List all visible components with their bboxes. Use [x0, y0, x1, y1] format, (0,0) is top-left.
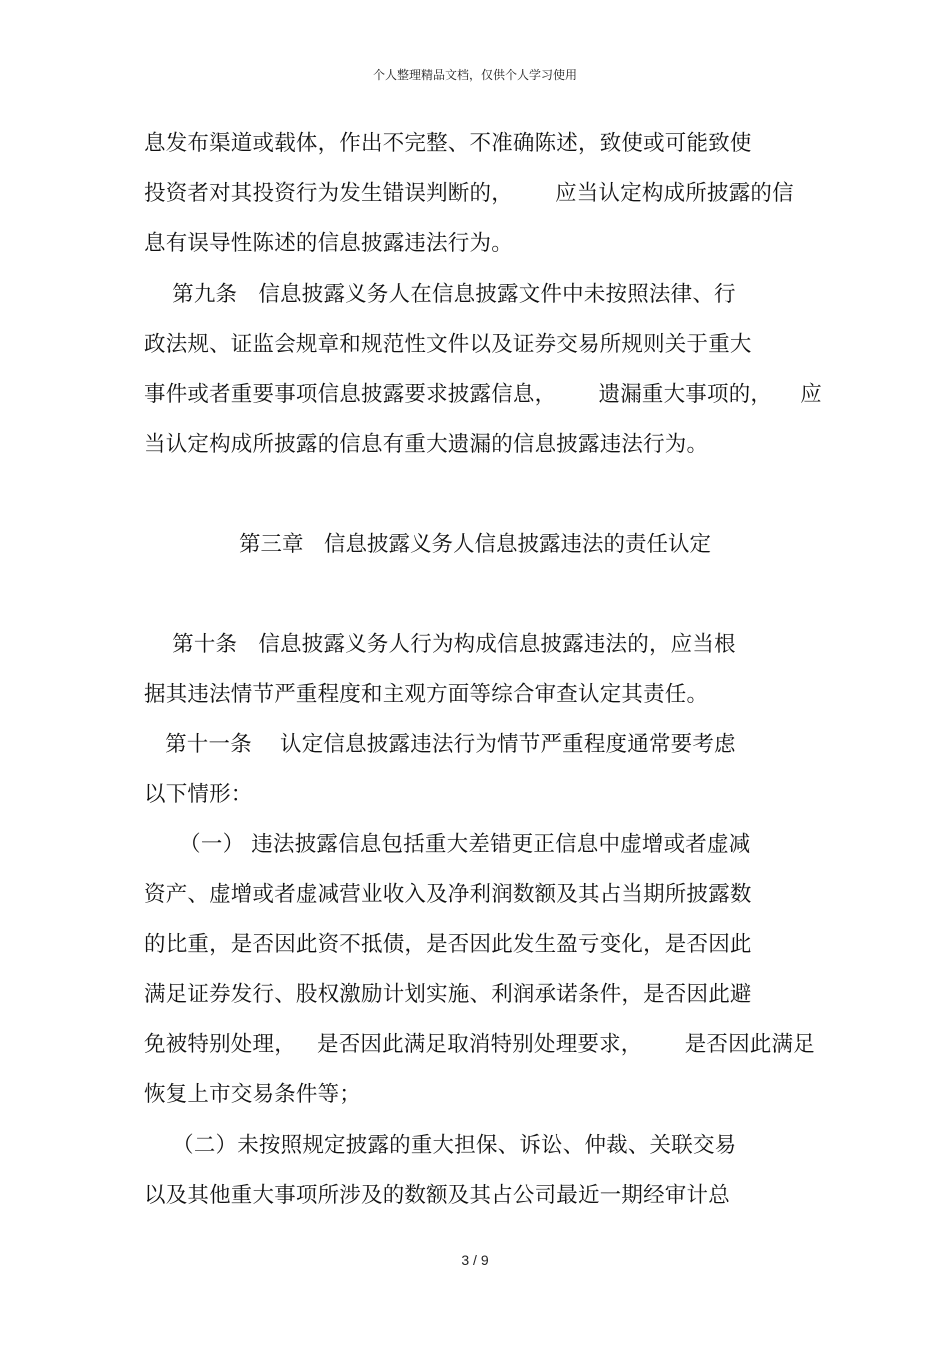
body-line: 的比重，是否因此资不抵债，是否因此发生盈亏变化，是否因此	[144, 932, 752, 957]
body-line: （一） 违法披露信息包括重大差错更正信息中虚增或者虚减	[144, 832, 751, 857]
page-number: 3 / 9	[461, 1252, 489, 1268]
body-line: 以下情形：	[144, 782, 253, 807]
body-line: 第十一条 认定信息披露违法行为情节严重程度通常要考虑	[144, 732, 736, 757]
body-line: 免被特别处理， 是否因此满足取消特别处理要求， 是否因此满足	[144, 1032, 815, 1057]
chapter-title: 第三章 信息披露义务人信息披露违法的责任认定	[238, 532, 711, 557]
body-line: 第九条 信息披露义务人在信息披露文件中未按照法律、行	[144, 282, 736, 307]
body-line: 当认定构成所披露的信息有重大遗漏的信息披露违法行为。	[144, 432, 709, 457]
body-line: 满足证券发行、股权激励计划实施、利润承诺条件，是否因此避	[144, 982, 752, 1007]
body-line: 息发布渠道或载体，作出不完整、不准确陈述，致使或可能致使	[144, 131, 752, 156]
body-line: 以及其他重大事项所涉及的数额及其占公司最近一期经审计总	[144, 1183, 730, 1208]
body-line: 事件或者重要事项信息披露要求披露信息， 遗漏重大事项的， 应	[144, 382, 822, 407]
body-line: 投资者对其投资行为发生错误判断的， 应当认定构成所披露的信	[144, 181, 794, 206]
body-line: 恢复上市交易条件等；	[144, 1082, 362, 1107]
body-line: 息有误导性陈述的信息披露违法行为。	[144, 231, 513, 256]
body-line: （二）未按照规定披露的重大担保、诉讼、仲裁、关联交易	[144, 1133, 737, 1158]
body-line: 资产、虚增或者虚减营业收入及净利润数额及其占当期所披露数	[144, 882, 752, 907]
body-line: 政法规、证监会规章和规范性文件以及证券交易所规则关于重大	[144, 332, 752, 357]
page-header: 个人整理精品文档，仅供个人学习使用	[372, 68, 577, 82]
body-line: 第十条 信息披露义务人行为构成信息披露违法的，应当根	[144, 632, 736, 657]
body-line: 据其违法情节严重程度和主观方面等综合审查认定其责任。	[144, 682, 709, 707]
